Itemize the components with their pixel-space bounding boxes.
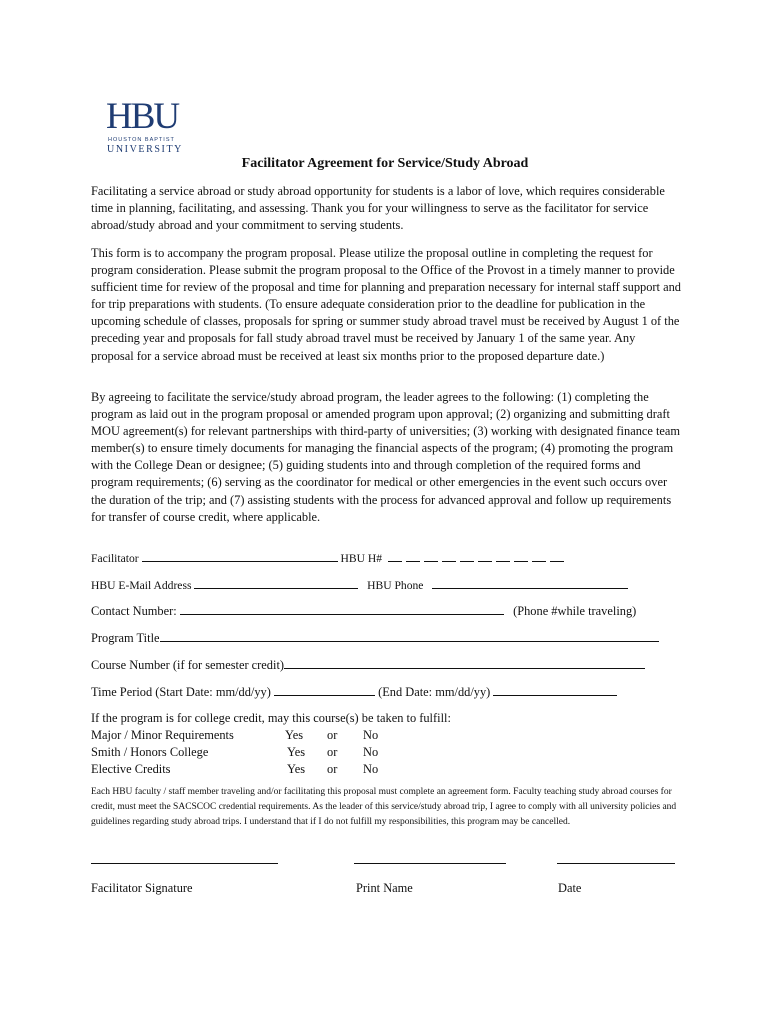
yes-option[interactable]: Yes [287,745,306,759]
yes-option[interactable]: Yes [287,762,306,776]
contact-field[interactable] [180,602,504,615]
facilitator-row [91,549,568,567]
contact-label: Contact Number: [91,604,177,618]
yes-option[interactable]: Yes [285,728,304,742]
course-number-row [91,656,645,673]
form-paragraph: This form is to accompany the program proposal. Please utilize the proposal outline in completing the request for program consideration. Please submit the program proposal to the Office of the Provost in a timely manner to provide sufficient time for review of the proposal and time for planning and preparation necessary for internal staff support and for trip preparations with students. (To ensure adequate consideration prior to the deadline for publication in the upcoming schedule of classes, proposals for spring or summer study abroad travel must be received by August 1 of the preceding year and proposals for fall study abroad travel must be received by January 1 of the same year. Any proposal for a service abroad must be received at least six months prior to the proposed departure date.) [91,246,681,363]
logo-text: HBU [106,96,179,137]
program-title-label: Program Title [91,631,160,645]
print-name-field[interactable] [354,853,506,864]
or-text: or [327,728,338,742]
hbu-id-label: HBU H# [340,552,383,565]
no-option[interactable]: No [363,728,379,742]
end-date-field[interactable] [493,683,617,696]
intro-paragraph: Facilitating a service abroad or study abroad opportunity for students is a labor of love, which requires considerable time in planning, facilitating, and assessing. Thank you for your willingness to serve as the facilitator for service abroad/study abroad and your commitment to serving students. [91,184,665,233]
no-option[interactable]: No [363,745,379,759]
contact-note: (Phone #while traveling) [513,604,637,618]
no-option[interactable]: No [363,762,379,776]
hbu-id-field[interactable] [388,552,568,565]
facilitator-label: Facilitator [91,552,139,565]
email-row [91,576,628,594]
logo-university: UNIVERSITY [107,144,183,155]
or-text: or [327,762,338,776]
page-title: Facilitator Agreement for Service/Study Abroad [241,156,529,171]
agreement-note: Each HBU faculty / staff member traveling and/or facilitating this proposal must complete an agreement form. Faculty teaching study abroad courses for credit, must meet the SACSCOC credential requirements. As the leader of this service/study abroad trip, I agree to comply with all university policies and guidelines regarding study abroad trips. I understand that if I do not fulfill my responsibilities, this program may be cancelled. [91,787,677,827]
time-period-row [91,683,617,700]
phone-label: HBU Phone [367,579,424,592]
email-label: HBU E-Mail Address [91,579,192,592]
print-name-label: Print Name [356,881,413,895]
credit-option-label: Elective Credits [91,762,171,776]
start-date-label: Time Period (Start Date: mm/dd/yy) [91,685,271,699]
credit-option-label: Smith / Honors College [91,745,209,759]
logo-subtext: HOUSTON BAPTIST [108,137,175,143]
credit-question: If the program is for college credit, may this course(s) be taken to fulfill: [91,711,451,725]
program-title-row [91,629,659,646]
date-field[interactable] [557,853,675,864]
hbu-logo [106,96,194,158]
email-field[interactable] [194,576,358,589]
date-label: Date [558,881,582,895]
start-date-field[interactable] [274,683,375,696]
course-number-label: Course Number (if for semester credit) [91,658,285,672]
or-text: or [327,745,338,759]
facilitator-signature-label: Facilitator Signature [91,881,193,895]
course-number-field[interactable] [284,656,645,669]
contact-row [91,602,636,619]
facilitator-signature-field[interactable] [91,853,278,864]
credit-option-label: Major / Minor Requirements [91,728,234,742]
agreement-paragraph: By agreeing to facilitate the service/study abroad program, the leader agrees to the following: (1) completing the program as laid out in the program proposal or amended program upon approval; (2) organizing and submitting draft MOU agreement(s) for relevant partnerships with third-party of universities; (3) working with designated finance team member(s) to ensure timely documents for managing the financial aspects of the program; (4) promoting the program with the College Dean or designee; (5) guiding students into and through completion of the required forms and program requirements; (6) serving as the coordinator for medical or other emergencies in the event such occurs over the duration of the trip; and (7) assisting students with the process for advanced approval and follow up requirements for transfer of course credit, where applicable. [91,390,681,524]
phone-field[interactable] [432,576,628,589]
facilitator-field[interactable] [142,549,338,562]
end-date-label: (End Date: mm/dd/yy) [378,685,491,699]
program-title-field[interactable] [160,629,659,642]
